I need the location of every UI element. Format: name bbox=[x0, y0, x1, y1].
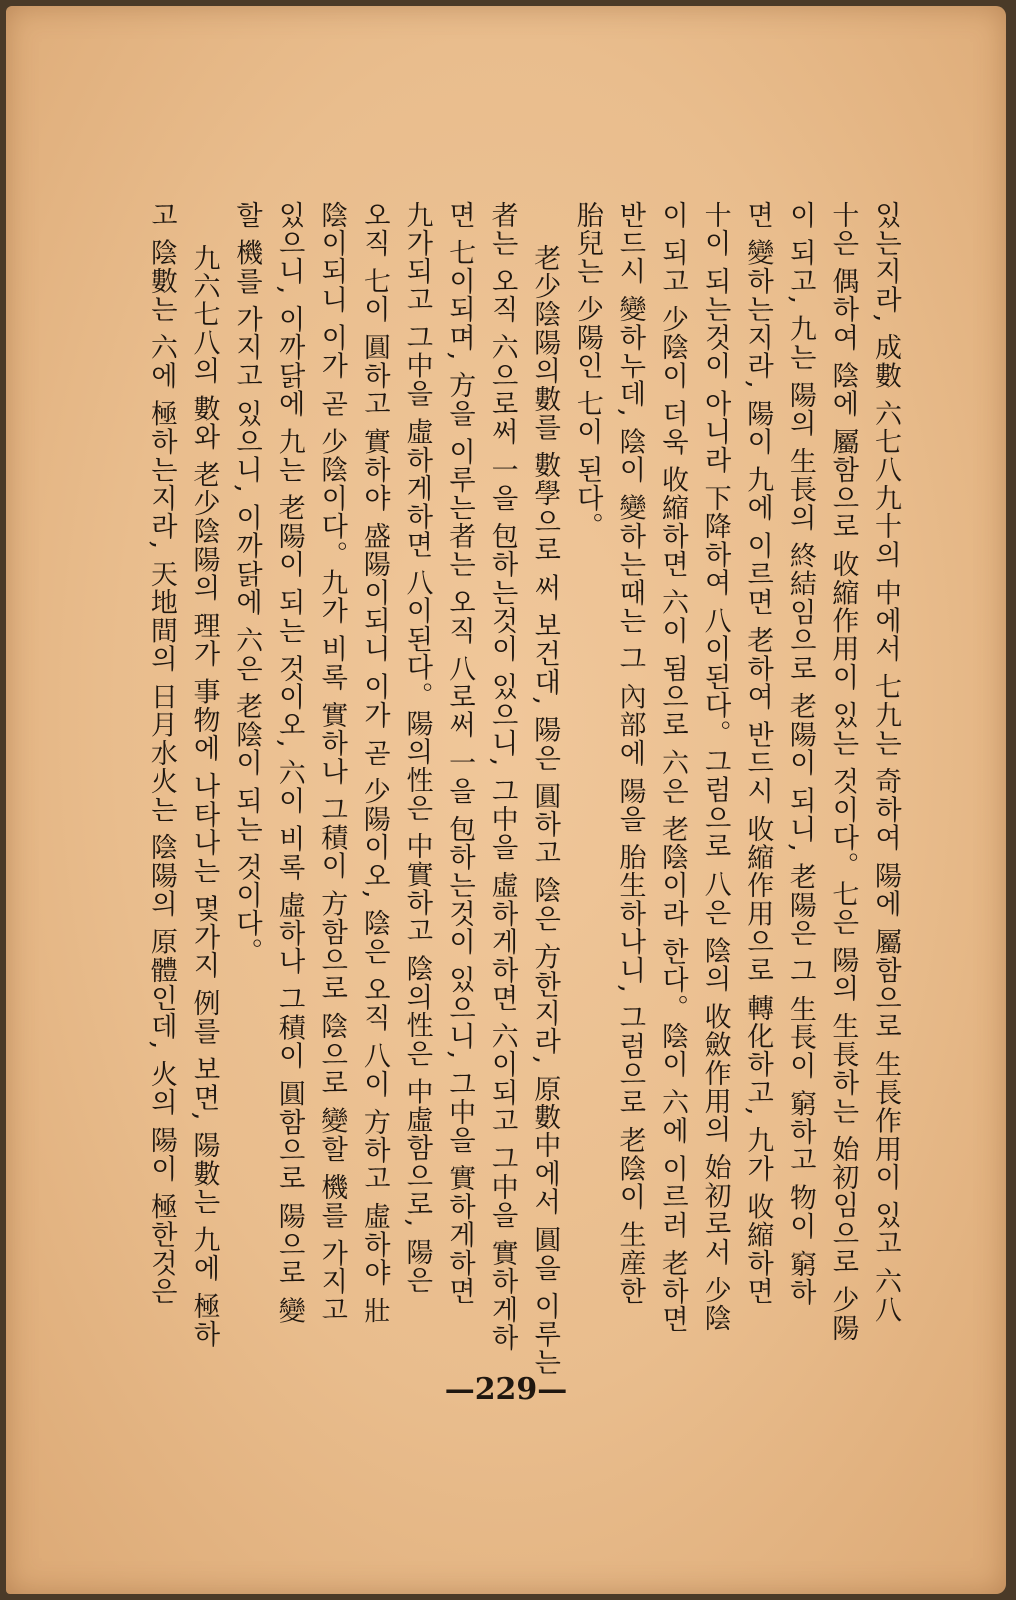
text-line: 胎兒는 少陽인 七이 된다。 bbox=[571, 201, 603, 541]
text-line: 면 變하는지라, 陽이 九에 이르면 老하여 반드시 收縮作用으로 轉化하고, 九가 收縮하면 bbox=[742, 201, 774, 1306]
text-line: 이 되고, 九는 陽의 生長의 終結임으로 老陽이 되니, 老陽은 그 生長이 窮하고 物이 窮하 bbox=[784, 201, 816, 1307]
text-line: 十이 되는것이 아니라 下降하여 八이된다。그럼으로 八은 陰의 收斂作用의 始初로서 少陰 bbox=[699, 201, 731, 1333]
text-line: 이 되고 少陰이 더욱 收縮하면 六이 됨으로 六은 老陰이라 한다。陰이 六에 이르러 老하면 bbox=[657, 201, 689, 1334]
text-line: 면 七이되며, 方을 이루는者는 오직 八로써 一을 包하는것이 있으니, 그中을 實하게하면 bbox=[444, 201, 476, 1306]
text-line: 九六七八의 數와 老少陰陽의 理가 事物에 나타나는 몇가지 例를 보면, 陽數는 九에 極하 bbox=[188, 244, 220, 1349]
text-line: 고 陰數는 六에 極하는지라, 天地間의 日月水火는 陰陽의 原體인데, 火의 陽이 極한것은 bbox=[145, 201, 177, 1306]
text-line: 반드시 變하누데, 陰이 變하는때는 그 內部에 陽을 胎生하나니, 그럼으로 老陰이 生産한 bbox=[614, 201, 646, 1306]
text-line: 陰이되니 이가 곧 少陰이다。九가 비록 實하나 그積이 方함으로 陰으로 變할 機를 가지고 bbox=[316, 201, 348, 1324]
text-line: 오직 七이 圓하고 實하야 盛陽이되니 이가 곧 少陽이오, 陰은 오직 八이 方하고 虛하야 壯 bbox=[358, 201, 390, 1325]
book-page bbox=[6, 6, 1006, 1594]
text-line: 있는지라, 成數 六七八九十의 中에서 七九는 奇하여 陽에 屬함으로 生長作用이 있고 六八 bbox=[870, 201, 901, 1324]
text-line: 者는 오직 六으로써 一을 包하는것이 있으니, 그中을 虛하게하면 六이되고 그中을 實하게하 bbox=[486, 201, 518, 1353]
vertical-text-body bbox=[106, 201, 906, 1416]
text-line: 九가되고 그中을 虛하게하면 八이된다。陽의性은 中實하고 陰의性은 中虛함으로, 陽은 bbox=[401, 201, 433, 1295]
page-number: —229— bbox=[444, 1372, 568, 1407]
text-line: 할 機를 가지고 있으니, 이까닭에 六은 老陰이 되는 것이다。 bbox=[231, 201, 263, 966]
text-line: 있으니, 이까닭에 九는 老陽이 되는 것이오, 六이 비록 虛하나 그積이 圓함으로 陽으로 變 bbox=[273, 201, 305, 1325]
text-line: 十은 偶하여 陰에 屬함으로 收縮作用이 있는 것이다。七은 陽의 生長하는 始初임으로 少陽 bbox=[827, 201, 859, 1343]
text-line: 老少陰陽의數를 數學으로 써 보건대, 陽은 圓하고 陰은 方한지라, 原數中에서 圓을 이루는 bbox=[529, 244, 561, 1377]
